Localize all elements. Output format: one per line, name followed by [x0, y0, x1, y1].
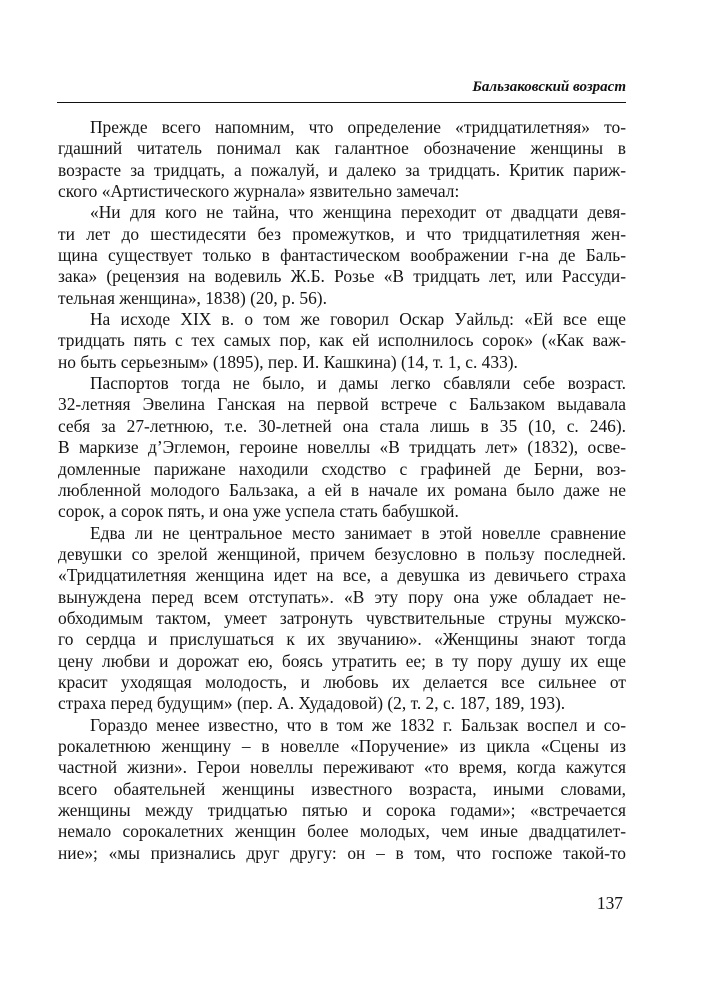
body-text: [58, 117, 626, 864]
text-line: немало сорокалетних женщин более молодых, чем иные двадцатилет-: [58, 821, 626, 842]
text-line: го сердца и прислушаться к их звучанию». «Женщины знают тогда: [58, 629, 626, 650]
text-line: Едва ли не центральное место занимает в этой новелле сравнение: [90, 522, 626, 543]
text-line: любленной молодого Бальзака, а ей в начале их романа было даже не: [58, 479, 626, 500]
paragraph-quote: [58, 202, 626, 309]
text-line: страха перед будущим» (пер. А. Худадовой) (2, т. 2, с. 187, 189, 193).: [58, 693, 566, 714]
text-line: сорок, а сорок пять, и она уже успела стать бабушкой.: [58, 501, 459, 522]
text-line: На исходе XIX в. о том же говорил Оскар Уайльд: «Ей все еще: [90, 309, 626, 330]
text-line: «Тридцатилетняя женщина идет на все, а девушка из девичьего страха: [58, 565, 626, 586]
text-line: тридцать пять с тех самых пор, как ей исполнилось сорок» («Как важ-: [58, 330, 626, 351]
text-line: тельная женщина», 1838) (20, p. 56).: [58, 287, 327, 308]
text-line: обходимым тактом, умеет затронуть чувствительные струны мужско-: [58, 607, 626, 628]
paragraph: [58, 309, 626, 373]
text-line: домленные парижане находили сходство с графиней де Берни, воз-: [58, 458, 626, 479]
text-line: зака» (рецензия на водевиль Ж.Б. Розье «В тридцать лет, или Рассуди-: [58, 266, 626, 287]
text-line: «Ни для кого не тайна, что женщина переходит от двадцати девя-: [90, 202, 626, 223]
text-line: красит уходящая молодость, и любовь их делается все сильнее от: [58, 671, 626, 692]
text-line: женщины между тридцатью пятью и сорока годами»; «встречается: [58, 800, 626, 820]
text-line: Прежде всего напомним, что определение «тридцатилетняя» то-: [90, 117, 626, 137]
text-line: ти лет до шестидесяти без промежутков, и что тридцатилетняя жен-: [58, 223, 626, 244]
text-line: частной жизни». Герои новеллы переживают «то время, когда кажутся: [58, 757, 626, 778]
text-line: возрасте за тридцать, а пожалуй, и далеко за тридцать. Критик париж-: [58, 159, 626, 180]
text-line: Паспортов тогда не было, и дамы легко сбавляли себе возраст.: [90, 373, 626, 394]
text-line: В маркизе д’Эглемон, героине новеллы «В тридцать лет» (1832), осве-: [58, 437, 626, 458]
paragraph: [58, 715, 626, 864]
text-line: ского «Артистического журнала» язвительно замечал:: [58, 181, 460, 202]
paragraph: [58, 373, 626, 522]
text-line: гдашний читатель понимал как галантное обозначение женщины в: [58, 138, 626, 159]
text-line: щина существует только в фантастическом воображении г-на де Баль-: [58, 245, 626, 266]
paragraph: [58, 117, 626, 202]
text-line: ние»; «мы признались друг другу: он – в том, что госпоже такой-то: [58, 842, 626, 863]
text-line: себя за 27-летнюю, т.е. 30-летней она стала лишь в 35 (10, с. 246).: [58, 415, 626, 436]
header-rule: [57, 102, 626, 103]
text-line: всего обаятельней женщины известного возраста, иными словами,: [58, 778, 626, 799]
running-head-title: Бальзаковский возраст: [472, 79, 626, 95]
text-line: девушки со зрелой женщиной, причем безусловно в пользу последней.: [58, 543, 626, 564]
paragraph: [58, 523, 626, 715]
text-line: 32-летняя Эвелина Ганская на первой встрече с Бальзаком выдавала: [58, 394, 626, 415]
page-number: 137: [596, 893, 623, 913]
text-line: Гораздо менее известно, что в том же 1832 г. Бальзак воспел и со-: [90, 714, 626, 735]
text-line: цену любви и дорожат ею, боясь утратить ее; в ту пору душу их еще: [58, 650, 626, 671]
text-line: но быть серьезным» (1895), пер. И. Кашкина) (14, т. 1, с. 433).: [58, 351, 518, 372]
text-line: рокалетнюю женщину – в новелле «Поручение» из цикла «Сцены из: [58, 735, 626, 756]
text-line: вынуждена перед всем отступать». «В эту пору она уже обладает не-: [58, 586, 626, 607]
